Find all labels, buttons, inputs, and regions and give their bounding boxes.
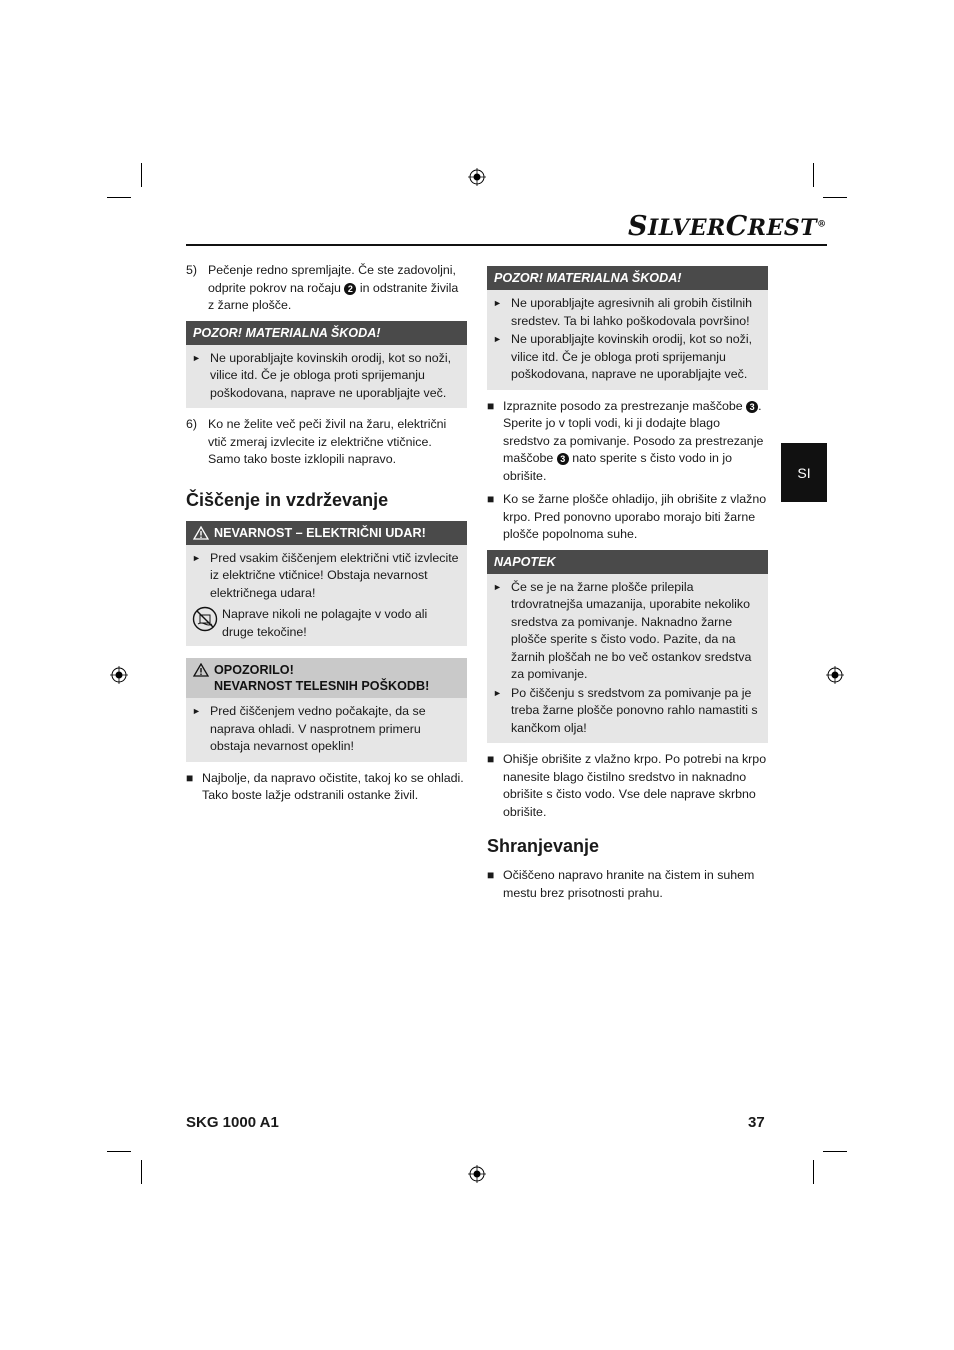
- registration-mark-icon: [468, 1165, 486, 1183]
- left-column: [186, 262, 467, 811]
- crop-mark: [823, 197, 847, 198]
- crop-mark: [823, 1151, 847, 1152]
- square-bullet-icon: ■: [487, 398, 495, 413]
- page-number: 37: [748, 1114, 765, 1131]
- part-ref-badge: 2: [344, 283, 356, 295]
- model-number: SKG 1000 A1: [186, 1114, 279, 1131]
- note-box: NAPOTEK ► Če se je na žarne plošče prilepila trdovratneјša umazanija, uporabite nekoliko sredstva za pomivanje. Naknadno žarne plošče sperite s čisto vodo. Pazite, da na žarnih ploščah ne bo več ostankov sredstva za pomivanje. ► Po čiščenju s sredstvom za pomivanje pa je treba žarne plošče ponovno rahlo namastiti s kančkom olja!: [487, 550, 768, 744]
- danger-box: NEVARNOST – ELEKTRIČNI UDAR! ► Pred vsakim čiščenjem električni vtič izvlecite iz električne vtičnice! Obstaja nevarnost električnega udara! Naprave nikoli ne polagajte v vodo ali druge tekočine!: [186, 521, 467, 647]
- crop-mark: [141, 163, 142, 187]
- crop-mark: [813, 163, 814, 187]
- caution-box: POZOR! MATERIALNA ŠKODA! ► Ne uporabljajte kovinskih orodij, kot so noži, vilice itd. Če je obloga proti sprijemanju poškodovana, naprave ne uporabljajte več.: [186, 321, 467, 409]
- step-item: 5) Pečenje redno spremljajte. Če ste zadovoljni, odprite pokrov na ročaju 2 in odstranite živila z žarne plošče.: [186, 263, 459, 312]
- crop-mark: [141, 1160, 142, 1184]
- header-rule: [186, 244, 827, 246]
- arrow-bullet-icon: ►: [192, 706, 201, 716]
- note-header: NAPOTEK: [487, 550, 768, 574]
- warning-triangle-icon: [193, 526, 209, 540]
- danger-header: NEVARNOST – ELEKTRIČNI UDAR!: [186, 521, 467, 545]
- right-column: [487, 266, 768, 908]
- part-ref-badge: 3: [557, 453, 569, 465]
- square-bullet-icon: ■: [186, 770, 194, 785]
- arrow-bullet-icon: ►: [493, 334, 502, 344]
- registration-mark-icon: [826, 666, 844, 684]
- no-water-icon: [192, 606, 218, 632]
- list-item: ■ Ko se žarne plošče ohladijo, jih obrišite z vlažno krpo. Pred ponovno uporabo morajo biti žarne plošče popolnoma suhe.: [487, 491, 768, 544]
- part-ref-badge: 3: [746, 401, 758, 413]
- warning-triangle-icon: [193, 663, 209, 677]
- caution-box: POZOR! MATERIALNA ŠKODA! ► Ne uporabljajte agresivnih ali grobih čistilnih sredstev. Ta bi lahko poškodovala površino! ► Ne uporabljajte kovinskih orodij, kot so noži, vilice itd. Če je obloga proti sprijemanju poškodovana, naprave ne uporabljajte več.: [487, 266, 768, 390]
- warning-box: OPOZORILO! NEVARNOST TELESNIH POŠKODB! ► Pred čiščenjem vedno počakajte, da se naprava ohladi. V nasprotnem primeru obstaja nevarnost opeklin!: [186, 658, 467, 762]
- arrow-bullet-icon: ►: [493, 581, 502, 592]
- section-heading: Čiščenje in vzdrževanje: [186, 489, 389, 510]
- square-bullet-icon: ■: [487, 752, 495, 766]
- step-item: 6) Ko ne želite več peči živil na žaru, električni vtič zmeraj izvlecite iz električne vtičnice. Samo tako boste izklopili napravo.: [186, 417, 447, 466]
- list-item: ■ Očiščeno napravo hranite na čistem in suhem mestu brez prisotnosti prahu.: [487, 867, 768, 902]
- arrow-bullet-icon: ►: [192, 552, 201, 563]
- arrow-bullet-icon: ►: [493, 687, 502, 698]
- arrow-bullet-icon: ►: [493, 298, 502, 308]
- brand-logo: SILVERCREST®: [628, 211, 827, 242]
- square-bullet-icon: ■: [487, 868, 495, 882]
- warning-header: OPOZORILO! NEVARNOST TELESNIH POŠKODB!: [186, 658, 467, 698]
- list-item: ■ Najbolje, da napravo očistite, takoj ko se ohladi. Tako boste lažje odstranili ostanke živil.: [186, 770, 467, 805]
- list-item: ■ Ohišje obrišite z vlažno krpo. Po potrebi na krpo nanesite blago čistilno sredstvo in naknadno obrišite s čisto vodo. Vse dele naprave skrbno obrišite.: [487, 751, 768, 821]
- registration-mark-icon: [110, 666, 128, 684]
- crop-mark: [813, 1160, 814, 1184]
- section-heading: Shranjevanje: [487, 836, 600, 856]
- square-bullet-icon: ■: [487, 492, 495, 506]
- caution-header: POZOR! MATERIALNA ŠKODA!: [487, 266, 768, 290]
- registration-mark-icon: [468, 168, 486, 186]
- language-tab: SI: [781, 443, 827, 502]
- crop-mark: [107, 197, 131, 198]
- caution-header: POZOR! MATERIALNA ŠKODA!: [186, 321, 467, 345]
- list-item: ■ Izpraznite posodo za prestrezanje maščobe 3 . Sperite jo v topli vodi, ki ji dodajte blago sredstvo za pomivanje. Posodo za prestrezanje maščobe 3 nato sperite s čisto vodo in jo obrišite.: [487, 398, 768, 486]
- crop-mark: [107, 1151, 131, 1152]
- arrow-bullet-icon: ►: [192, 352, 201, 363]
